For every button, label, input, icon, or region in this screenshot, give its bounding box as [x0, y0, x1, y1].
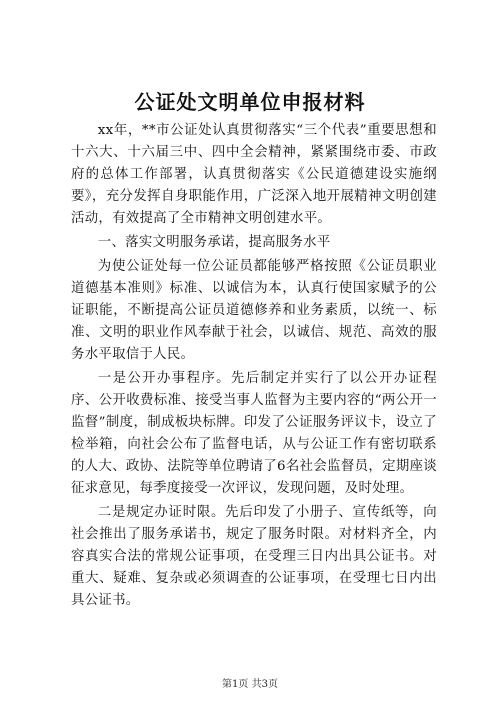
document-title: 公证处文明单位申报材料: [134, 90, 366, 114]
paragraph-item-2: 二是规定办证时限。先后印发了小册子、宣传纸等，向社会推出了服务承诺书，规定了服务时限。对材料齐全，内容真实合法的常规公证事项，在受理三日内出具公证书。对重大、疑难、复杂或必须调查的公证事项，在受理七日内出具公证书。: [71, 505, 437, 608]
paragraph-item-1: 一是公开办事程序。先后制定并实行了以公开办证程序、公开收费标准、接受当事人监督为主要内容的“两公开一监督”制度，制成板块标牌。印发了公证服务评议卡，设立了检举箱，向社会公布了监督电话，从与公证工作有密切联系的人大、政协、法院等单位聘请了6名社会监督员，定期座谈征求意见，每季度接受一次评议，发现问题，及时处理。: [71, 371, 437, 496]
page-footer: 第1页 共3页: [222, 679, 278, 690]
paragraph-section-1: 为使公证处每一位公证员都能够严格按照《公证员职业道德基本准则》标准、以诚信为本，认真行使国家赋予的公证职能，不断提高公证员道德修养和业务素质，以统一、标准、文明的职业作风奉献于社会，以诚信、规范、高效的服务水平取信于人民。: [71, 259, 437, 362]
paragraph-intro: xx年，**市公证处认真贯彻落实“三个代表”重要思想和十六大、十六届三中、四中全会精神，紧紧围绕市委、市政府的总体工作部署，认真贯彻落实《公民道德建设实施纲要》，充分发挥自身职能作用，广泛深入地开展精神文明创建活动，有效提高了全市精神文明创建水平。: [71, 123, 437, 226]
document-body: [71, 120, 437, 612]
section-heading-1: 一、落实文明服务承诺，提高服务水平: [97, 235, 331, 250]
